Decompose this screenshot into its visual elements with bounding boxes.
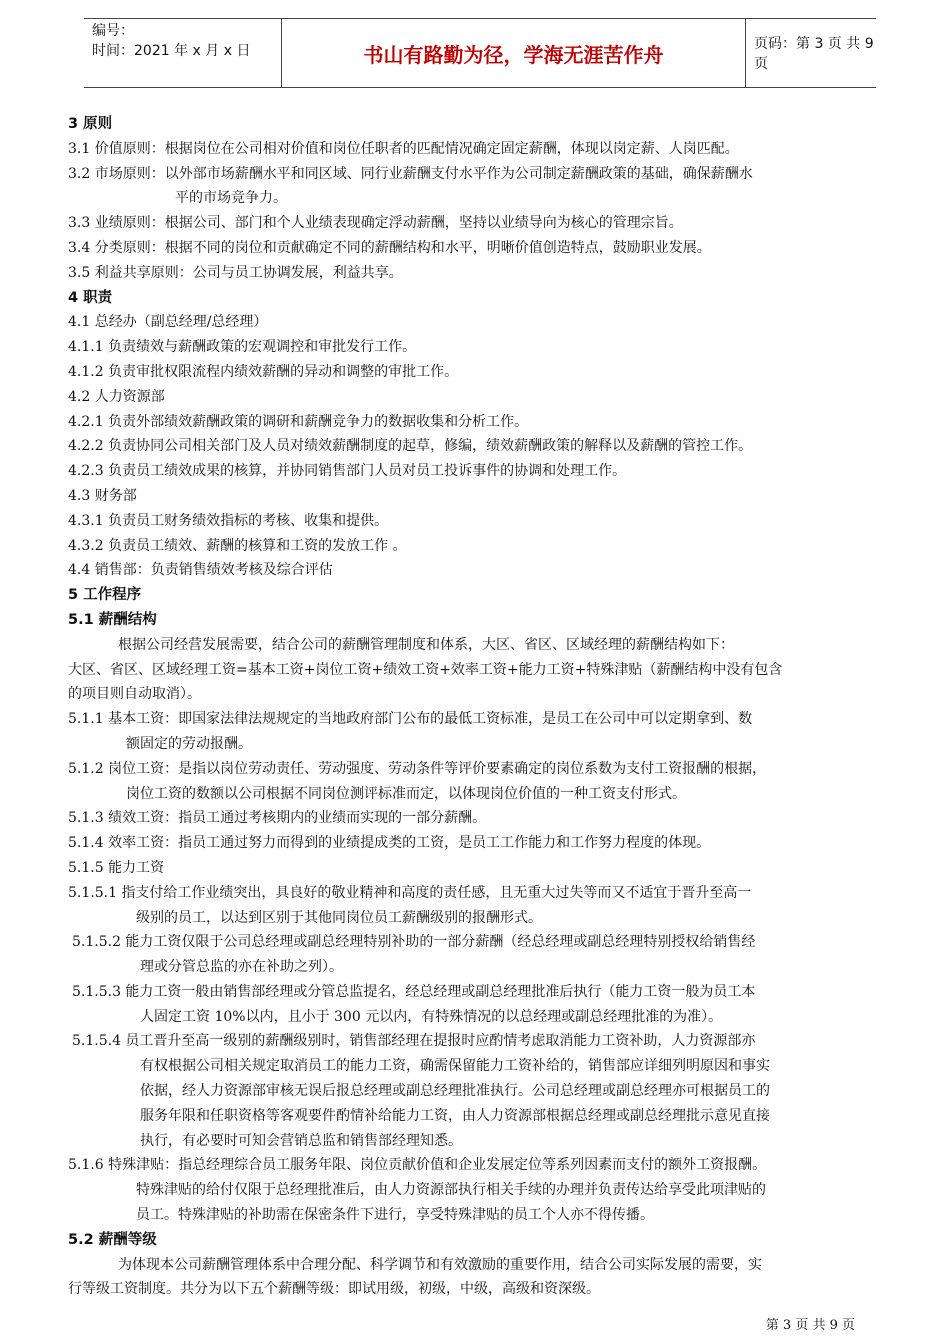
paragraph-continuation: 员工。特殊津贴的补助需在保密条件下进行，享受特殊津贴的员工个人亦不得传播。 [136, 1207, 654, 1224]
paragraph-continuation: 行等级工资制度。共分为以下五个薪酬等级：即试用级，初级，中级，高级和资深级。 [68, 1281, 600, 1298]
paragraph-continuation: 依据，经人力资源部审核无误后报总经理或副总经理批准执行。公司总经理或副总经理亦可根据员工的 [140, 1083, 770, 1100]
paragraph: 4.3.2 负责员工绩效、薪酬的核算和工资的发放工作 。 [68, 537, 407, 554]
paragraph-continuation: 的项目则自动取消）。 [68, 686, 201, 703]
page-header [84, 18, 876, 88]
paragraph: 5.1.6 特殊津贴：指总经理综合员工服务年限、岗位贡献价值和企业发展定位等系列因素而支付的额外工资报酬。 [68, 1157, 767, 1174]
paragraph-continuation: 执行，有必要时可知会营销总监和销售部经理知悉。 [140, 1132, 462, 1149]
paragraph-continuation: 级别的员工，以达到区别于其他同岗位员工薪酬级别的报酬形式。 [136, 909, 542, 926]
paragraph: 4.2.3 负责员工绩效成果的核算，并协同销售部门人员对员工投诉事件的协调和处理工作。 [68, 463, 627, 480]
paragraph: 5.1.1 基本工资：即国家法律法规规定的当地政府部门公布的最低工资标准，是员工在公司中可以定期拿到、数 [68, 711, 753, 728]
paragraph-continuation: 人固定工资 10%以内，且小于 300 元以内，有特殊情况的以总经理或副总经理批准的为准）。 [140, 1008, 723, 1025]
paragraph: 大区、省区、区域经理工资=基本工资+岗位工资+绩效工资+效率工资+能力工资+特殊津贴（薪酬结构中没有包含 [68, 661, 783, 678]
paragraph-continuation: 理或分管总监的亦在补助之列）。 [140, 959, 343, 976]
paragraph: 4.1.2 负责审批权限流程内绩效薪酬的异动和调整的审批工作。 [68, 363, 459, 380]
page-footer: 第 3 页 共 9 页 [765, 1318, 855, 1333]
paragraph: 4.1.1 负责绩效与薪酬政策的宏观调控和审批发行工作。 [68, 339, 417, 356]
paragraph: 3.4 分类原则：根据不同的岗位和贡献确定不同的薪酬结构和水平，明晰价值创造特点，鼓励职业发展。 [68, 239, 711, 256]
paragraph: 3.3 业绩原则：根据公司、部门和个人业绩表现确定浮动薪酬，坚持以业绩导向为核心的管理宗旨。 [68, 215, 683, 232]
paragraph: 5.1.5 能力工资 [68, 859, 165, 876]
document-body [68, 112, 906, 1302]
paragraph: 5.1.4 效率工资：指员工通过努力而得到的业绩提成类的工资，是员工工作能力和工作努力程度的体现。 [68, 835, 711, 852]
paragraph: 4.1 总经办（副总经理/总经理） [68, 314, 268, 331]
paragraph-continuation: 服务年限和任职资格等客观要件酌情补给能力工资，由人力资源部根据总经理或副总经理批示意见直接 [140, 1107, 770, 1124]
paragraph: 4.3 财务部 [68, 487, 137, 504]
section-heading: 4 职责 [68, 289, 113, 306]
section-heading: 3 原则 [68, 116, 113, 132]
paragraph: 4.2 人力资源部 [68, 388, 165, 405]
paragraph: 5.1.5.1 指支付给工作业绩突出，具良好的敬业精神和高度的责任感，且无重大过失等而又不适宜于晋升至高一 [68, 884, 752, 901]
paragraph-continuation: 岗位工资的数额以公司根据不同岗位测评标准而定，以体现岗位价值的一种工资支付形式。 [126, 785, 686, 802]
document-number-label: 编号： [92, 23, 134, 39]
paragraph: 4.3.1 负责员工财务绩效指标的考核、收集和提供。 [68, 512, 389, 529]
paragraph-continuation: 平的市场竞争力。 [175, 190, 287, 207]
paragraph: 4.2.1 负责外部绩效薪酬政策的调研和薪酬竞争力的数据收集和分析工作。 [68, 413, 529, 430]
paragraph: 为体现本公司薪酬管理体系中合理分配、科学调节和有效激励的重要作用，结合公司实际发展的需要，实 [118, 1256, 762, 1273]
subsection-heading: 5.1 薪酬结构 [68, 611, 157, 628]
paragraph: 4.4 销售部：负责销售绩效考核及综合评估 [68, 562, 333, 579]
section-heading: 5 工作程序 [68, 587, 142, 604]
paragraph: 3.5 利益共享原则：公司与员工协调发展，利益共享。 [68, 264, 403, 281]
paragraph: 根据公司经营发展需要，结合公司的薪酬管理制度和体系，大区、省区、区域经理的薪酬结构如下： [118, 636, 734, 653]
header-meta [92, 21, 282, 61]
paragraph: 5.1.5.4 员工晋升至高一级别的薪酬级别时，销售部经理在提报时应酌情考虑取消能力工资补助，人力资源部亦 [72, 1033, 756, 1050]
paragraph: 4.2.2 负责协同公司相关部门及人员对绩效薪酬制度的起草，修编，绩效薪酬政策的解释以及薪酬的管控工作。 [68, 438, 753, 455]
document-date-label: 时间：2021 年 x 月 x 日 [92, 43, 251, 59]
paragraph-continuation: 有权根据公司相关规定取消员工的能力工资，确需保留能力工资补给的，销售部应详细列明原因和事实 [140, 1058, 770, 1075]
paragraph: 5.1.2 岗位工资：是指以岗位劳动责任、劳动强度、劳动条件等评价要素确定的岗位系数为支付工资报酬的根据， [68, 760, 767, 777]
subsection-heading: 5.2 薪酬等级 [68, 1231, 157, 1248]
paragraph: 5.1.5.2 能力工资仅限于公司总经理或副总经理特别补助的一部分薪酬（经总经理或副总经理特别授权给销售经 [72, 934, 756, 951]
paragraph: 5.1.5.3 能力工资一般由销售部经理或分管总监提名，经总经理或副总经理批准后执行（能力工资一般为员工本 [72, 983, 756, 1000]
paragraph-continuation: 额固定的劳动报酬。 [126, 735, 252, 752]
header-motto: 书山有路勤为径，学海无涯苦作舟 [281, 19, 746, 87]
paragraph-continuation: 特殊津贴的给付仅限于总经理批准后，由人力资源部执行相关手续的办理并负责传达给享受此项津贴的 [136, 1182, 766, 1199]
paragraph: 3.2 市场原则：以外部市场薪酬水平和同区域、同行业薪酬支付水平作为公司制定薪酬政策的基础，确保薪酬水 [68, 165, 753, 182]
paragraph: 5.1.3 绩效工资：指员工通过考核期内的业绩而实现的一部分薪酬。 [68, 810, 487, 827]
header-page-label: 页码：第 3 页 共 9 页 [754, 36, 874, 72]
paragraph: 3.1 价值原则：根据岗位在公司相对价值和岗位任职者的匹配情况确定固定薪酬，体现以岗定薪、人岗匹配。 [68, 140, 739, 157]
